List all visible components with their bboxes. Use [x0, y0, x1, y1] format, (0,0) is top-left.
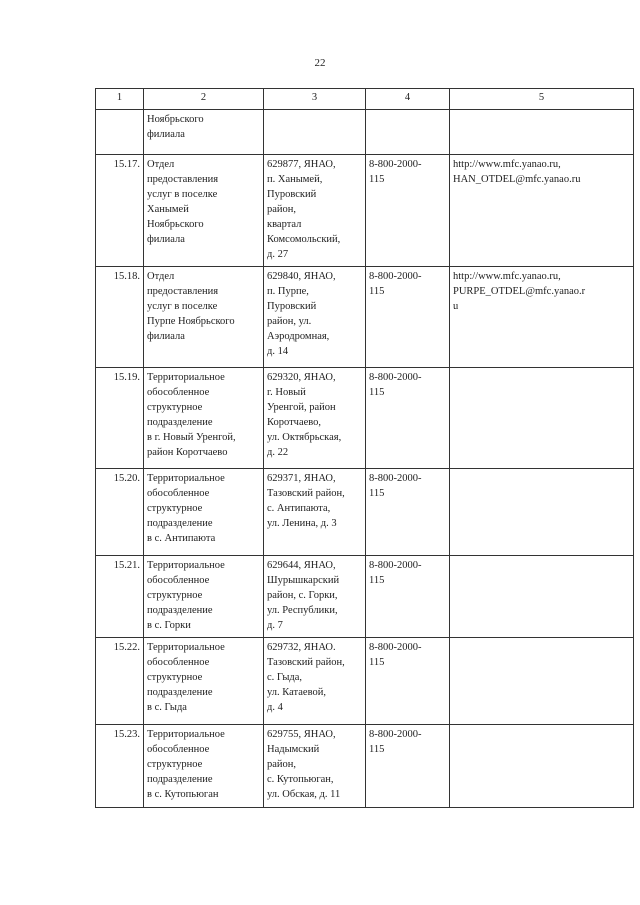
office-phone: 8-800-2000- 115 [366, 638, 450, 725]
office-address: 629840, ЯНАО, п. Пурпе, Пуровский район, ул. Аэродромная, д. 14 [264, 267, 366, 368]
office-contacts [450, 368, 634, 469]
table-row [96, 368, 634, 469]
page-number: 22 [314, 57, 326, 69]
office-phone: 8-800-2000- 115 [366, 725, 450, 808]
office-name: Территориальное обособленное структурное подразделение в с. Антипаюта [144, 469, 264, 556]
office-address [264, 110, 366, 155]
column-header: 1 [96, 89, 144, 110]
table-row [96, 267, 634, 368]
office-phone: 8-800-2000- 115 [366, 155, 450, 267]
table-row [96, 556, 634, 638]
office-phone: 8-800-2000- 115 [366, 267, 450, 368]
office-address: 629877, ЯНАО, п. Ханымей, Пуровский район, квартал Комсомольский, д. 27 [264, 155, 366, 267]
table-header-row [96, 89, 634, 110]
office-name: Территориальное обособленное структурное подразделение в г. Новый Уренгой, район Коротчаево [144, 368, 264, 469]
office-phone: 8-800-2000- 115 [366, 368, 450, 469]
table-row [96, 155, 634, 267]
row-number: 15.19. [96, 368, 144, 469]
office-name: Территориальное обособленное структурное подразделение в с. Кутопьюган [144, 725, 264, 808]
office-phone [366, 110, 450, 155]
row-number: 15.18. [96, 267, 144, 368]
office-address: 629732, ЯНАО. Тазовский район, с. Гыда, ул. Катаевой, д. 4 [264, 638, 366, 725]
office-address: 629644, ЯНАО, Шурышкарский район, с. Горки, ул. Республики, д. 7 [264, 556, 366, 638]
table-row [96, 638, 634, 725]
office-address: 629320, ЯНАО, г. Новый Уренгой, район Коротчаево, ул. Октябрьская, д. 22 [264, 368, 366, 469]
office-address: 629371, ЯНАО, Тазовский район, с. Антипаюта, ул. Ленина, д. 3 [264, 469, 366, 556]
office-phone: 8-800-2000- 115 [366, 556, 450, 638]
table-row [96, 469, 634, 556]
table-row [96, 110, 634, 155]
row-number: 15.17. [96, 155, 144, 267]
office-contacts [450, 469, 634, 556]
row-number: 15.21. [96, 556, 144, 638]
column-header: 2 [144, 89, 264, 110]
office-name: Отдел предоставления услуг в поселке Пурпе Ноябрьского филиала [144, 267, 264, 368]
office-contacts: http://www.mfc.yanao.ru, PURPE_OTDEL@mfc.yanao.r u [450, 267, 634, 368]
office-name: Ноябрьского филиала [144, 110, 264, 155]
table-row [96, 725, 634, 808]
offices-table [95, 88, 634, 808]
office-name: Территориальное обособленное структурное подразделение в с. Горки [144, 556, 264, 638]
row-number [96, 110, 144, 155]
office-contacts [450, 110, 634, 155]
row-number: 15.23. [96, 725, 144, 808]
office-contacts [450, 556, 634, 638]
column-header: 3 [264, 89, 366, 110]
column-header: 4 [366, 89, 450, 110]
office-contacts [450, 725, 634, 808]
row-number: 15.20. [96, 469, 144, 556]
row-number: 15.22. [96, 638, 144, 725]
office-address: 629755, ЯНАО, Надымский район, с. Кутопьюган, ул. Обская, д. 11 [264, 725, 366, 808]
office-name: Территориальное обособленное структурное подразделение в с. Гыда [144, 638, 264, 725]
office-phone: 8-800-2000- 115 [366, 469, 450, 556]
column-header: 5 [450, 89, 634, 110]
office-name: Отдел предоставления услуг в поселке Ханымей Ноябрьского филиала [144, 155, 264, 267]
office-contacts: http://www.mfc.yanao.ru, HAN_OTDEL@mfc.yanao.ru [450, 155, 634, 267]
office-contacts [450, 638, 634, 725]
